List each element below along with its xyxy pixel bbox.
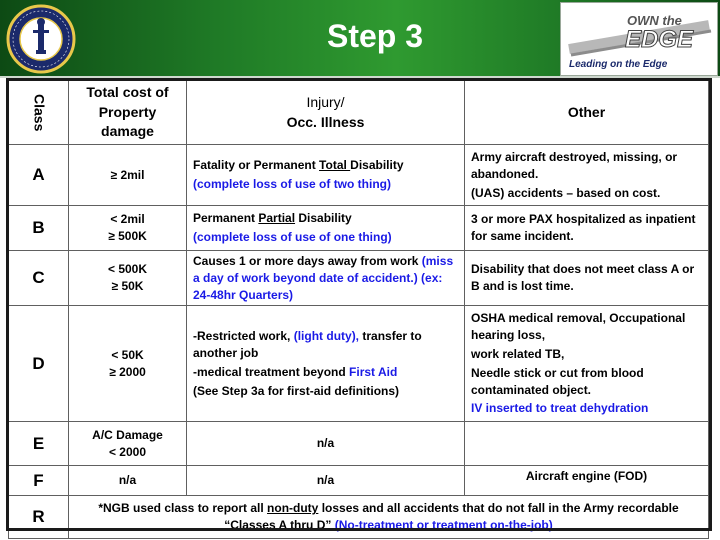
- table-row-class-f: [9, 466, 709, 496]
- logo-own-text: OWN the: [627, 13, 682, 28]
- cost-cell-e: A/C Damage < 2000: [69, 422, 187, 466]
- header-injury-line1: Injury/: [306, 93, 345, 110]
- own-the-edge-logo: [560, 2, 718, 76]
- header-banner: [0, 0, 720, 78]
- cost-cell-b: < 2mil ≥ 500K: [69, 206, 187, 251]
- header-class: [9, 81, 69, 145]
- header-class-label: Class: [31, 93, 48, 132]
- r-class-description: *NGB used class to report all non-duty losses and all accidents that do not fall in the Army recordable “Classes A thru D” (No-treatment or treatment on-the-job): [69, 496, 709, 539]
- injury-cell-c: Causes 1 or more days away from work (miss a day of work beyond date of accident.) (ex: 24-48hr Quarters): [187, 250, 465, 305]
- table-row-class-r: [9, 496, 709, 539]
- class-cell-r: R: [9, 496, 69, 539]
- army-national-guard-seal: [6, 4, 76, 74]
- class-cell-c: C: [9, 250, 69, 305]
- injury-cell-a: Fatality or Permanent Total Disability (complete loss of use of two thing): [187, 145, 465, 206]
- other-cell-c: Disability that does not meet class A or B and is lost time.: [465, 250, 709, 305]
- table-row-class-c: [9, 250, 709, 305]
- table-row-class-e: [9, 422, 709, 466]
- class-cell-e: E: [9, 422, 69, 466]
- header-other: Other: [465, 81, 709, 145]
- other-cell-e: [465, 422, 709, 466]
- page-title: Step 3: [326, 18, 424, 54]
- class-cell-a: A: [9, 145, 69, 206]
- header-cost: Total cost of Property damage: [69, 81, 187, 145]
- injury-cell-e: n/a: [187, 422, 465, 466]
- table-row-class-a: [9, 145, 709, 206]
- table-header-row: [9, 81, 709, 145]
- table-row-class-d: [9, 306, 709, 422]
- table-row-class-b: [9, 206, 709, 251]
- logo-tagline: Leading on the Edge: [569, 59, 668, 70]
- logo-edge-text: EDGE: [625, 26, 694, 53]
- cost-cell-a: ≥ 2mil: [69, 145, 187, 206]
- class-cell-d: D: [9, 306, 69, 422]
- other-cell-a: Army aircraft destroyed, missing, or abandoned. (UAS) accidents – based on cost.: [465, 145, 709, 206]
- header-divider: [0, 76, 720, 78]
- other-cell-d: OSHA medical removal, Occupational hearing loss, work related TB, Needle stick or cut from blood contaminated object. IV inserted to treat dehydration: [465, 306, 709, 422]
- header-injury: [187, 81, 465, 145]
- class-cell-b: B: [9, 206, 69, 251]
- cost-cell-c: < 500K ≥ 50K: [69, 250, 187, 305]
- injury-cell-d: -Restricted work, (light duty), transfer to another job -medical treatment beyond First Aid (See Step 3a for first-aid definitions): [187, 306, 465, 422]
- injury-cell-f: n/a: [187, 466, 465, 496]
- class-cell-f: F: [9, 466, 69, 496]
- injury-cell-b: Permanent Partial Disability (complete loss of use of one thing): [187, 206, 465, 251]
- cost-cell-d: < 50K ≥ 2000: [69, 306, 187, 422]
- accident-class-table: [8, 80, 709, 539]
- cost-cell-f: n/a: [69, 466, 187, 496]
- other-cell-b: 3 or more PAX hospitalized as inpatient for same incident.: [465, 206, 709, 251]
- other-cell-f: Aircraft engine (FOD): [465, 466, 709, 496]
- header-injury-line2: Occ. Illness: [286, 113, 365, 130]
